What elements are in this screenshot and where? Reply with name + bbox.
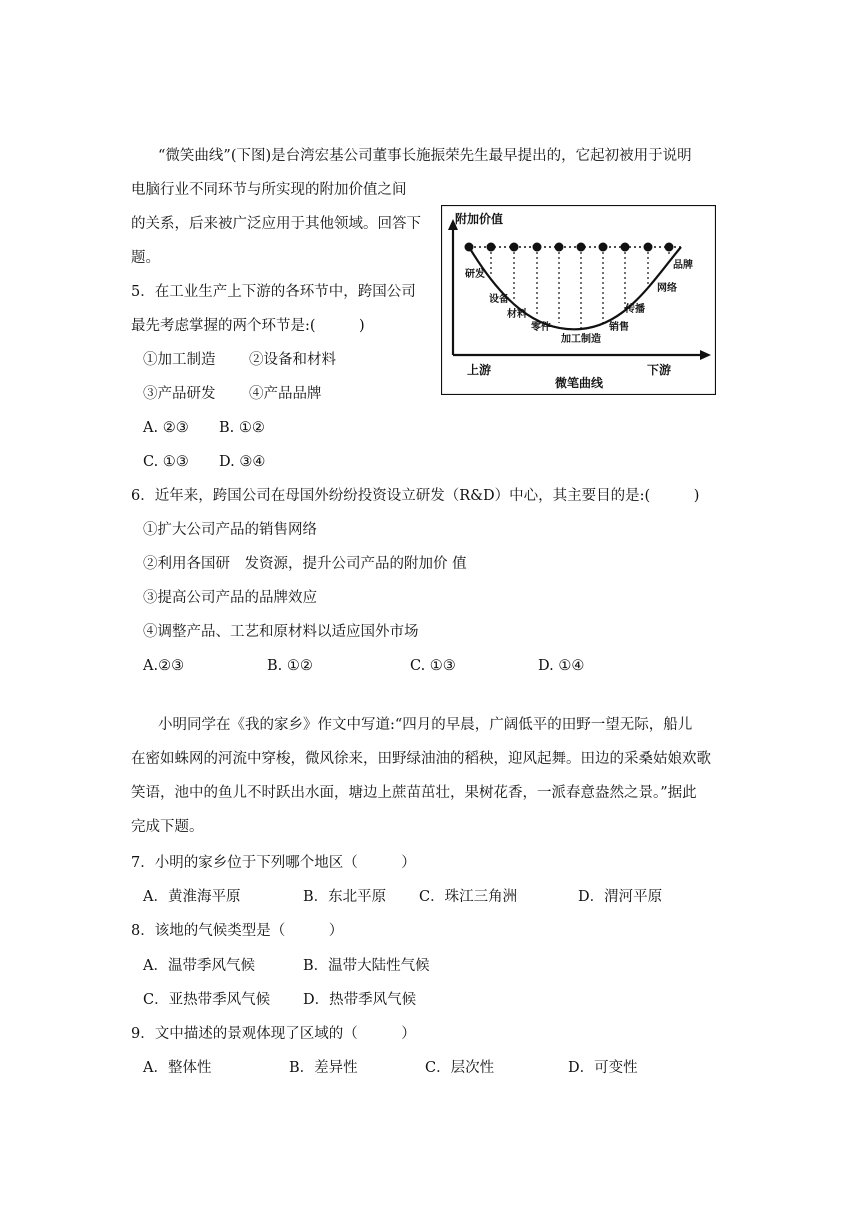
q5-choice-c: C. ①③: [143, 454, 189, 470]
q8-choice-a: A．温带季风气候: [143, 958, 255, 974]
q6-option-1: ①扩大公司产品的销售网络: [143, 522, 317, 538]
passage-line-2: 在密如蛛网的河流中穿梭，微风徐来，田野绿油油的稻秧，迎风起舞。田边的采桑姑娘欢歌: [131, 751, 711, 767]
intro-line-4: 题。: [131, 250, 160, 266]
smile-curve-figure: [441, 205, 716, 395]
q5-option-1: ①加工制造: [143, 352, 216, 368]
q7-choice-d: D．渭河平原: [578, 889, 663, 905]
q9-choice-d: D．可变性: [568, 1060, 638, 1076]
passage-line-3: 笑语，池中的鱼儿不时跃出水面，塘边上蔗苗茁壮，果树花香，一派春意盎然之景。”据此: [131, 785, 697, 801]
intro-line-3: 的关系，后来被广泛应用于其他领域。回答下: [131, 216, 421, 232]
label-xiaoshou: 销售: [609, 322, 629, 333]
q9-choice-c: C．层次性: [425, 1060, 495, 1076]
smile-curve-svg: [441, 205, 716, 395]
passage-line-4: 完成下题。: [131, 819, 204, 835]
q5-option-4: ④产品品牌: [249, 386, 322, 402]
q7-choice-b: B．东北平原: [303, 889, 387, 905]
q9-stem: 9．文中描述的景观体现了区域的（ ）: [131, 1026, 416, 1042]
q9-choice-a: A．整体性: [143, 1060, 212, 1076]
q6-option-2: ②利用各国研 发资源，提升公司产品的附加价 值: [143, 556, 467, 572]
q8-stem: 8．该地的气候类型是（ ）: [131, 923, 344, 939]
q8-choice-c: C．亚热带季风气候: [143, 992, 271, 1008]
intro-line-2: 电脑行业不同环节与所实现的附加价值之间: [131, 182, 407, 198]
q8-choice-d: D．热带季风气候: [303, 992, 417, 1008]
intro-line-1: “微笑曲线”(下图)是台湾宏基公司董事长施振荣先生最早提出的，它起初被用于说明: [158, 148, 692, 164]
label-pinpai: 品牌: [673, 260, 693, 271]
q5-choice-d: D. ③④: [219, 454, 266, 470]
figure-title: 微笔曲线: [555, 376, 604, 390]
label-jiagong: 加工制造: [561, 334, 601, 345]
label-wangluo: 网络: [657, 283, 677, 294]
q5-option-2: ②设备和材料: [249, 352, 336, 368]
q9-choice-b: B．差异性: [289, 1060, 358, 1076]
q5-stem-line-2: 最先考虑掌握的两个环节是:( ): [131, 318, 365, 334]
x-axis-downstream: 下游: [647, 363, 672, 377]
label-yanfa: 研发: [465, 269, 485, 280]
q6-stem: 6．近年来，跨国公司在母国外纷纷投资设立研发（R&D）中心，其主要目的是:( ): [131, 488, 700, 504]
q7-choice-a: A．黄淮海平原: [143, 889, 241, 905]
q5-option-3: ③产品研发: [143, 386, 216, 402]
q6-option-4: ④调整产品、工艺和原材料以适应国外市场: [143, 624, 419, 640]
q6-option-3: ③提高公司产品的品牌效应: [143, 590, 317, 606]
x-axis-upstream: 上游: [467, 363, 492, 377]
q8-choice-b: B．温带大陆性气候: [303, 958, 430, 974]
label-cailiao: 材料: [507, 309, 527, 320]
label-lingjian: 零件: [531, 322, 551, 333]
q5-stem-line-1: 5．在工业生产上下游的各环节中，跨国公司: [131, 284, 416, 300]
q5-choice-b: B. ①②: [219, 420, 265, 436]
q6-choice-d: D. ①④: [538, 658, 585, 674]
q7-stem: 7．小明的家乡位于下列哪个地区（ ）: [131, 855, 416, 871]
q6-choice-b: B. ①②: [267, 658, 313, 674]
q7-choice-c: C．珠江三角洲: [419, 889, 518, 905]
q6-choice-a: A.②③: [143, 658, 185, 674]
q6-choice-c: C. ①③: [410, 658, 456, 674]
label-chuanbo: 传播: [625, 304, 645, 315]
q5-choice-a: A. ②③: [143, 420, 189, 436]
passage-line-1: 小明同学在《我的家乡》作文中写道:“四月的早晨，广阔低平的田野一望无际，船儿: [158, 717, 693, 733]
y-axis-label: 附加价值: [455, 212, 504, 226]
label-shebei: 设备: [489, 294, 509, 305]
